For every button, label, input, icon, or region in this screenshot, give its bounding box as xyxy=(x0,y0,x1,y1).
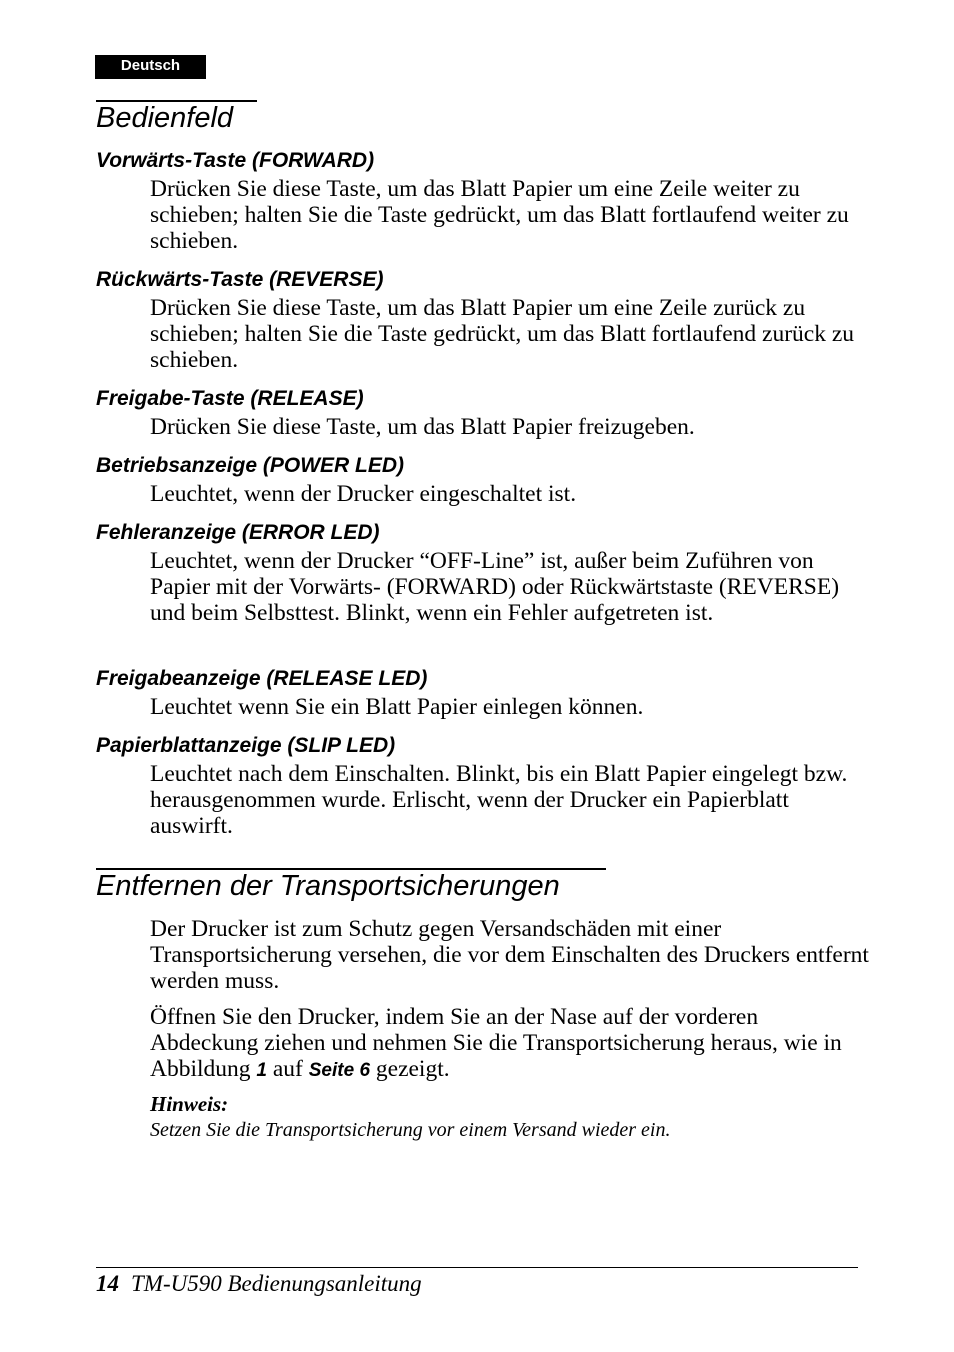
figure-reference: 1 xyxy=(256,1060,267,1081)
paragraph-text: Öffnen Sie den Drucker, indem Sie an der Nase auf der vorderen Abdeckung ziehen und nehmen Sie die Transportsicherung heraus, wie in Abbildung xyxy=(150,1004,842,1082)
item-heading: Rückwärts-Taste (REVERSE) xyxy=(96,268,384,291)
item-heading: Papierblattanzeige (SLIP LED) xyxy=(96,734,396,757)
item-heading: Betriebsanzeige (POWER LED) xyxy=(96,454,405,477)
paragraph-text: gezeigt. xyxy=(370,1056,450,1082)
item-text: Leuchtet, wenn der Drucker eingeschaltet ist. xyxy=(150,481,577,507)
paragraph xyxy=(150,1004,870,1084)
footer xyxy=(96,1271,422,1297)
section-title-transport: Entfernen der Transportsicherungen xyxy=(96,870,560,902)
manual-title: TM-U590 Bedienungsanleitung xyxy=(131,1271,422,1296)
language-tab: Deutsch xyxy=(95,55,206,79)
item-text: Leuchtet nach dem Einschalten. Blinkt, bis ein Blatt Papier eingelegt bzw. herausgenommen wurde. Erlischt, wenn der Drucker ein Papierblatt auswirft. xyxy=(150,761,848,839)
note-heading: Hinweis: xyxy=(150,1092,229,1116)
item-text: Drücken Sie diese Taste, um das Blatt Papier um eine Zeile weiter zu schieben; halten Sie die Taste gedrückt, um das Blatt fortlaufend weiter zu schieben. xyxy=(150,176,849,254)
note-text: Setzen Sie die Transportsicherung vor einem Versand wieder ein. xyxy=(150,1119,671,1141)
item-heading: Fehleranzeige (ERROR LED) xyxy=(96,521,380,544)
item-text: Drücken Sie diese Taste, um das Blatt Papier um eine Zeile zurück zu schieben; halten Sie die Taste gedrückt, um das Blatt fortlaufend zurück zu schieben. xyxy=(150,295,855,373)
item-heading: Freigabe-Taste (RELEASE) xyxy=(96,387,364,410)
footer-rule xyxy=(96,1267,858,1268)
item-text: Leuchtet, wenn der Drucker “OFF-Line” ist, außer beim Zuführen von Papier mit der Vorwärts- (FORWARD) oder Rückwärtstaste (REVERSE) und beim Selbsttest. Blinkt, wenn ein Fehler aufgetreten ist. xyxy=(150,548,840,626)
section-title-bedienfeld: Bedienfeld xyxy=(96,102,234,134)
item-text: Leuchtet wenn Sie ein Blatt Papier einlegen können. xyxy=(150,694,644,720)
item-heading: Freigabeanzeige (RELEASE LED) xyxy=(96,667,428,690)
page-reference: Seite 6 xyxy=(308,1060,371,1081)
item-text: Drücken Sie diese Taste, um das Blatt Papier freizugeben. xyxy=(150,414,695,440)
paragraph-text: auf xyxy=(266,1056,309,1082)
page-number: 14 xyxy=(96,1271,119,1296)
paragraph: Der Drucker ist zum Schutz gegen Versandschäden mit einer Transportsicherung versehen, die vor dem Einschalten des Druckers entfernt werden muss. xyxy=(150,916,869,994)
item-heading: Vorwärts-Taste (FORWARD) xyxy=(96,149,375,172)
